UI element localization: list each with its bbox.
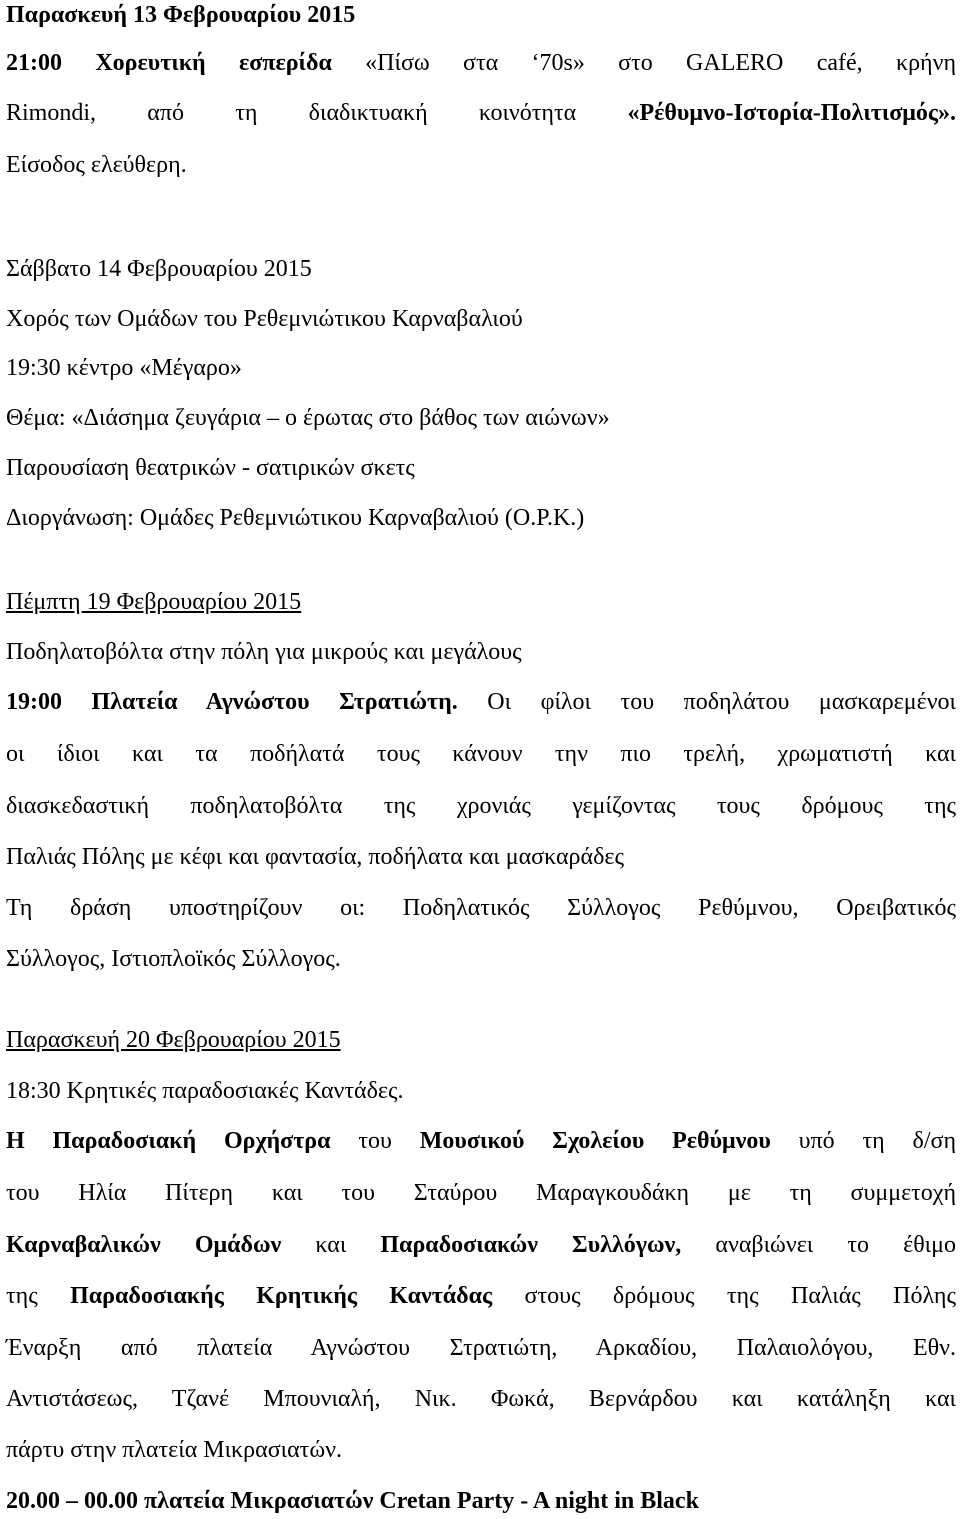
event-theme: Θέμα: «Διάσημα ζευγάρια – ο έρωτας στο βάθος των αιώνων» <box>6 405 610 431</box>
orchestra-name: Η Παραδοσιακή Ορχήστρα <box>6 1128 331 1154</box>
event-line: Παρουσίαση θεατρικών - σατιρικών σκετς <box>6 455 415 481</box>
event-line <box>6 1230 956 1260</box>
event-line: Αντιστάσεως, Τζανέ Μπουνιαλή, Νικ. Φωκά, Βερνάρδου και κατάληξη και <box>6 1386 956 1412</box>
event-title: Χορός των Ομάδων του Ρεθεμνιώτικου Καρναβαλιού <box>6 306 523 332</box>
event-line: διασκεδαστική ποδηλατοβόλτα της χρονιάς γεμίζοντας τους δρόμους της <box>6 793 956 819</box>
event-text: Οι φίλοι του ποδηλάτου μασκαρεμένοι <box>457 689 957 715</box>
event-line: Τη δράση υποστηρίζουν οι: Ποδηλατικός Σύλλογος Ρεθύμνου, Ορειβατικός <box>6 895 956 921</box>
school-name: Μουσικού Σχολείου Ρεθύμνου <box>419 1128 771 1154</box>
date-heading: Σάββατο 14 Φεβρουαρίου 2015 <box>6 256 312 282</box>
event-title: 18:30 Κρητικές παραδοσιακές Καντάδες. <box>6 1078 404 1104</box>
organizer-name: «Ρέθυμνο-Ιστορία-Πολιτισμός». <box>627 100 956 126</box>
event-title: Ποδηλατοβόλτα στην πόλη για μικρούς και μεγάλους <box>6 639 522 665</box>
event-line: οι ίδιοι και τα ποδήλατά τους κάνουν την πιο τρελή, χρωματιστή και <box>6 741 956 767</box>
event-line: Είσοδος ελεύθερη. <box>6 152 187 178</box>
event-line <box>6 48 956 78</box>
kantada-name: Παραδοσιακής Κρητικής Καντάδας <box>70 1283 493 1309</box>
carnival-groups: Καρναβαλικών Ομάδων <box>6 1232 282 1258</box>
date-heading: Παρασκευή 13 Φεβρουαρίου 2015 <box>6 2 356 28</box>
traditional-clubs: Παραδοσιακών Συλλόγων, <box>380 1232 682 1258</box>
event-time-title: 21:00 Χορευτική εσπερίδα <box>6 50 332 76</box>
event-text: της <box>6 1283 71 1309</box>
event-line: Παλιάς Πόλης με κέφι και φαντασία, ποδήλατα και μασκαράδες <box>6 844 624 870</box>
event-line: Έναρξη από πλατεία Αγνώστου Στρατιώτη, Αρκαδίου, Παλαιολόγου, Εθν. <box>6 1335 956 1361</box>
event-line <box>6 687 956 717</box>
event-text: υπό τη δ/ση <box>770 1128 956 1154</box>
event-text: αναβιώνει το έθιμο <box>681 1232 957 1258</box>
event-text: στους δρόμους της Παλιάς Πόλης <box>492 1283 956 1309</box>
event-text: Rimondi, από τη διαδικτυακή κοινότητα <box>6 100 628 126</box>
date-heading: Παρασκευή 20 Φεβρουαρίου 2015 <box>6 1027 341 1053</box>
event-text: «Πίσω στα ‘70s» στο GALERO café, κρήνη <box>331 50 957 76</box>
event-line <box>6 1126 956 1156</box>
party-line: 20.00 – 00.00 πλατεία Μικρασιατών Cretan Party - A night in Black <box>6 1488 699 1514</box>
event-line: πάρτυ στην πλατεία Μικρασιατών. <box>6 1437 342 1463</box>
event-organizer: Διοργάνωση: Ομάδες Ρεθεμνιώτικου Καρναβαλιού (Ο.Ρ.Κ.) <box>6 505 585 531</box>
event-line: του Ηλία Πίτερη και του Σταύρου Μαραγκουδάκη με τη συμμετοχή <box>6 1180 956 1206</box>
event-line: Σύλλογος, Ιστιοπλοϊκός Σύλλογος. <box>6 946 341 972</box>
event-time-place: 19:00 Πλατεία Αγνώστου Στρατιώτη. <box>6 689 458 715</box>
event-line <box>6 1281 956 1311</box>
event-text: του <box>330 1128 420 1154</box>
date-heading: Πέμπτη 19 Φεβρουαρίου 2015 <box>6 589 302 615</box>
event-text: και <box>281 1232 381 1258</box>
event-line <box>6 98 956 128</box>
event-line: 19:30 κέντρο «Μέγαρο» <box>6 355 242 381</box>
